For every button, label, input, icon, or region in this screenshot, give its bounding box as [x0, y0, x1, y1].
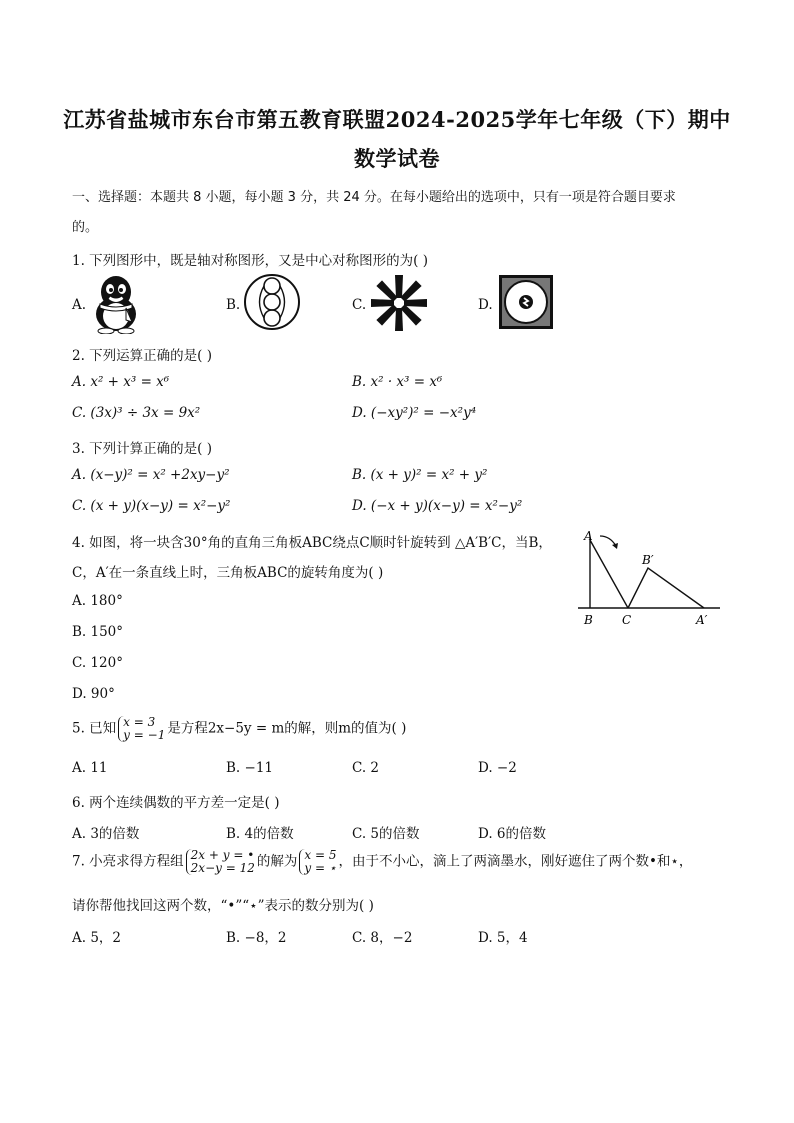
q5-stem-post: 是方程2x−5y = m的解，则m的值为( ): [167, 720, 407, 737]
section-heading: 一、选择题：本题共 8 小题，每小题 3 分，共 24 分。在每小题给出的选项中，只有一项是符合题目要求: [72, 190, 676, 205]
figure-label-c: C: [622, 613, 632, 627]
q6-option-c: C. 5的倍数: [352, 826, 420, 842]
q7-option-b: B. −8，2: [226, 930, 287, 946]
figure-label-a-prime: A′: [696, 613, 708, 627]
q5-option-d: D. −2: [478, 760, 517, 776]
figure-label-a: A: [584, 529, 593, 543]
q2-option-a: A. x² + x³ = x⁶: [72, 374, 170, 390]
q1-option-d-label: D.: [478, 297, 493, 313]
starburst-logo-icon: [369, 273, 429, 333]
q5-option-a: A. 11: [72, 760, 108, 776]
q7-solution-system: [299, 849, 336, 875]
q2-option-b: B. x² · x³ = x⁶: [352, 374, 443, 390]
q6-stem: 6. 两个连续偶数的平方差一定是( ): [72, 795, 280, 811]
q5-sys-top: x = 3: [123, 715, 156, 729]
q6-option-b: B. 4的倍数: [226, 826, 294, 842]
figure-label-b: B: [584, 613, 593, 627]
exam-title-line1: 江苏省盐城市东台市第五教育联盟2024-2025学年七年级（下）期中: [63, 107, 731, 132]
q7-stem-line2: 请你帮他找回这两个数，“•”“⋆”表示的数分别为( ): [72, 898, 374, 914]
section-heading-cont: 的。: [72, 220, 99, 235]
rotated-triangle-figure: [572, 526, 724, 630]
q7-equation-system: [186, 849, 255, 875]
q4-option-b: B. 150°: [72, 624, 124, 640]
q6-option-a: A. 3的倍数: [72, 826, 140, 842]
q4-option-c: C. 120°: [72, 655, 123, 671]
q5-stem: [72, 716, 406, 742]
framed-disc-icon: [498, 274, 554, 330]
q1-stem: 1. 下列图形中，既是轴对称图形，又是中心对称图形的为( ): [72, 253, 428, 269]
q1-option-c-label: C.: [352, 297, 367, 313]
q7-sys2-bottom: y = ⋆: [304, 861, 337, 875]
q7-option-c: C. 8，−2: [352, 930, 413, 946]
q5-equation-system: [118, 716, 165, 742]
q5-sys-bottom: y = −1: [123, 728, 166, 742]
q7-sys1-top: 2x + y = •: [190, 848, 255, 862]
q4-stem-line2: C，A′在一条直线上时，三角板ABC的旋转角度为( ): [72, 565, 384, 581]
q5-stem-pre: 5. 已知: [72, 720, 117, 737]
q3-stem: 3. 下列计算正确的是( ): [72, 441, 212, 457]
q7-sys2-top: x = 5: [304, 848, 337, 862]
q3-option-d: D. (−x + y)(x−y) = x²−y²: [352, 498, 523, 514]
q4-stem-line1: 4. 如图，将一块含30°角的直角三角板ABC绕点C顺时针旋转到 △A′B′C，当B，: [72, 535, 552, 551]
q3-option-b: B. (x + y)² = x² + y²: [352, 467, 488, 483]
figure-label-b-prime: B′: [642, 553, 654, 567]
q6-option-d: D. 6的倍数: [478, 826, 547, 842]
q4-option-a: A. 180°: [72, 593, 123, 609]
q2-stem: 2. 下列运算正确的是( ): [72, 348, 212, 364]
exam-title-line2: 数学试卷: [354, 146, 440, 171]
nested-circles-icon: [243, 273, 301, 331]
q7-option-a: A. 5，2: [72, 930, 122, 946]
q5-option-c: C. 2: [352, 760, 380, 776]
q1-option-a-label: A.: [72, 297, 87, 313]
q3-option-a: A. (x−y)² = x² +2xy−y²: [72, 467, 230, 483]
q2-option-d: D. (−xy²)² = −x²y⁴: [352, 405, 477, 421]
q4-option-d: D. 90°: [72, 686, 115, 702]
q7-sys1-bottom: 2x−y = 12: [190, 861, 255, 875]
q7-stem-mid: 的解为: [256, 853, 298, 870]
penguin-icon: [88, 272, 144, 334]
q2-option-c: C. (3x)³ ÷ 3x = 9x²: [72, 405, 201, 421]
q7-stem-pre: 7. 小亮求得方程组: [72, 853, 184, 870]
q1-option-b-label: B.: [226, 297, 241, 313]
q7-option-d: D. 5，4: [478, 930, 528, 946]
q5-option-b: B. −11: [226, 760, 273, 776]
q7-stem-post: ，由于不小心，滴上了两滴墨水，刚好遮住了两个数•和⋆，: [338, 853, 693, 870]
q3-option-c: C. (x + y)(x−y) = x²−y²: [72, 498, 231, 514]
q7-stem-line1: [72, 849, 692, 875]
